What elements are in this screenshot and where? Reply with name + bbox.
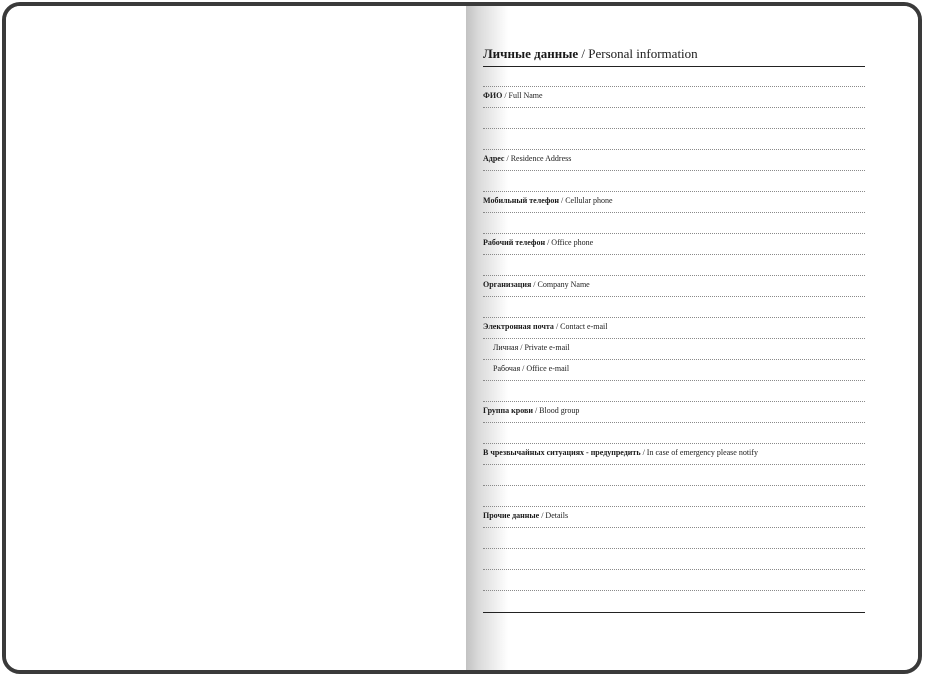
writing-line[interactable] [483,359,865,360]
writing-line[interactable] [483,170,865,171]
writing-line[interactable] [483,233,865,234]
writing-line[interactable] [483,338,865,339]
email-private-label [493,343,570,353]
bottom-divider [483,612,865,613]
details-label-ru: Прочие данные [483,511,540,520]
page-title-ru: Личные данные [483,46,579,61]
work-phone-label-ru: Рабочий телефон [483,238,546,247]
full-name-label-en: / Full Name [504,91,543,100]
writing-line[interactable] [483,485,865,486]
address-label-ru: Адрес [483,154,505,163]
details-label-en: / Details [541,511,569,520]
email-label [483,322,607,332]
address-label [483,154,571,164]
writing-line[interactable] [483,590,865,591]
organization-label-en: / Company Name [533,280,590,289]
emergency-label [483,448,758,458]
writing-line[interactable] [483,296,865,297]
blood-group-label-ru: Группа крови [483,406,533,415]
writing-line[interactable] [483,548,865,549]
email-work-label-en: / Office e-mail [522,364,570,373]
mobile-label-ru: Мобильный телефон [483,196,559,205]
writing-line[interactable] [483,128,865,129]
email-private-label-en: / Private e-mail [520,343,570,352]
emergency-label-ru: В чрезвычайных ситуациях - предупредить [483,448,641,457]
work-phone-label-en: / Office phone [547,238,594,247]
left-page-blank [6,6,466,670]
writing-line[interactable] [483,443,865,444]
email-label-ru: Электронная почта [483,322,554,331]
mobile-label-en: / Cellular phone [561,196,613,205]
work-phone-label [483,238,593,248]
email-private-label-ru: Личная [493,343,519,352]
details-label [483,511,568,521]
blood-group-label-en: / Blood group [534,406,580,415]
blood-group-label [483,406,579,416]
email-label-en: / Contact e-mail [555,322,608,331]
mobile-label [483,196,613,206]
writing-line[interactable] [483,317,865,318]
organization-label-ru: Организация [483,280,532,289]
writing-line[interactable] [483,380,865,381]
writing-line[interactable] [483,401,865,402]
writing-line[interactable] [483,254,865,255]
writing-line[interactable] [483,191,865,192]
writing-line[interactable] [483,569,865,570]
writing-line[interactable] [483,527,865,528]
writing-line[interactable] [483,275,865,276]
page-title-en: / Personal information [581,46,698,61]
writing-line[interactable] [483,422,865,423]
writing-line[interactable] [483,107,865,108]
email-work-label [493,364,569,374]
writing-line[interactable] [483,506,865,507]
writing-line[interactable] [483,149,865,150]
writing-line[interactable] [483,464,865,465]
writing-line[interactable] [483,86,865,87]
address-label-en: / Residence Address [506,154,572,163]
email-work-label-ru: Рабочая [493,364,521,373]
full-name-label-ru: ФИО [483,91,503,100]
page-title [483,46,865,67]
writing-line[interactable] [483,212,865,213]
full-name-label [483,91,543,101]
organization-label [483,280,590,290]
emergency-label-en: / In case of emergency please notify [642,448,758,457]
